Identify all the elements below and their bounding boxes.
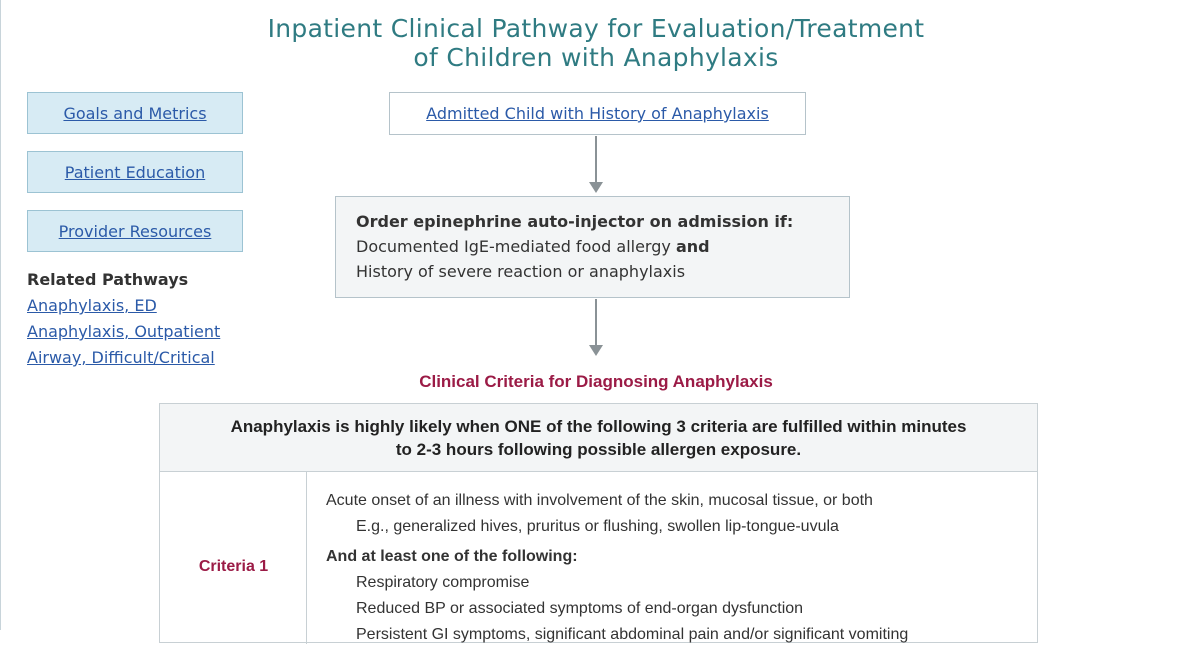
flow-connector: [595, 136, 597, 182]
related-pathways-heading: Related Pathways: [27, 270, 189, 289]
criteria-line: Respiratory compromise: [356, 574, 530, 591]
order-line1: Documented IgE-mediated food allergy: [356, 237, 671, 256]
criteria-intro-line1: Anaphylaxis is highly likely when ONE of the following 3 criteria are fulfilled within minutes: [230, 416, 967, 436]
related-link-airway-difficult[interactable]: Airway, Difficult/Critical: [27, 348, 215, 367]
criteria-line: Persistent GI symptoms, significant abdominal pain and/or significant vomiting: [356, 626, 909, 643]
order-line2: History of severe reaction or anaphylaxis: [356, 262, 686, 281]
order-and: and: [675, 237, 710, 256]
admitted-child-link[interactable]: Admitted Child with History of Anaphylaxis: [389, 92, 806, 135]
order-title: Order epinephrine auto-injector on admission if:: [356, 212, 794, 231]
provider-resources-link[interactable]: Provider Resources: [27, 210, 243, 252]
criteria-1-body: [326, 488, 908, 648]
criteria-heading: Clinical Criteria for Diagnosing Anaphylaxis: [419, 372, 773, 391]
patient-education-link[interactable]: Patient Education: [27, 151, 243, 193]
criteria-line: Acute onset of an illness with involvement of the skin, mucosal tissue, or both: [326, 492, 873, 509]
criteria-line: E.g., generalized hives, pruritus or flushing, swollen lip-tongue-uvula: [356, 518, 839, 535]
criteria-intro: [160, 404, 1037, 472]
order-condition-1: [356, 234, 849, 259]
arrow-down-icon: [589, 345, 603, 356]
related-link-anaphylaxis-ed[interactable]: Anaphylaxis, ED: [27, 296, 157, 315]
page-title-line1: Inpatient Clinical Pathway for Evaluation/Treatment: [267, 14, 925, 43]
criteria-line: And at least one of the following:: [326, 548, 578, 565]
flow-connector: [595, 299, 597, 345]
criteria-1-label: Criteria 1: [198, 558, 269, 575]
page-title: [1, 14, 1191, 72]
order-epinephrine-box: [335, 196, 850, 298]
page-title-line2: of Children with Anaphylaxis: [413, 43, 779, 72]
related-link-anaphylaxis-outpatient[interactable]: Anaphylaxis, Outpatient: [27, 322, 221, 341]
criteria-table: [159, 403, 1038, 643]
criteria-line: Reduced BP or associated symptoms of end-organ dysfunction: [356, 600, 804, 617]
goals-metrics-link[interactable]: Goals and Metrics: [27, 92, 243, 134]
arrow-down-icon: [589, 182, 603, 193]
criteria-intro-line2: to 2-3 hours following possible allergen exposure.: [395, 439, 802, 459]
criteria-label-cell: [160, 472, 307, 644]
